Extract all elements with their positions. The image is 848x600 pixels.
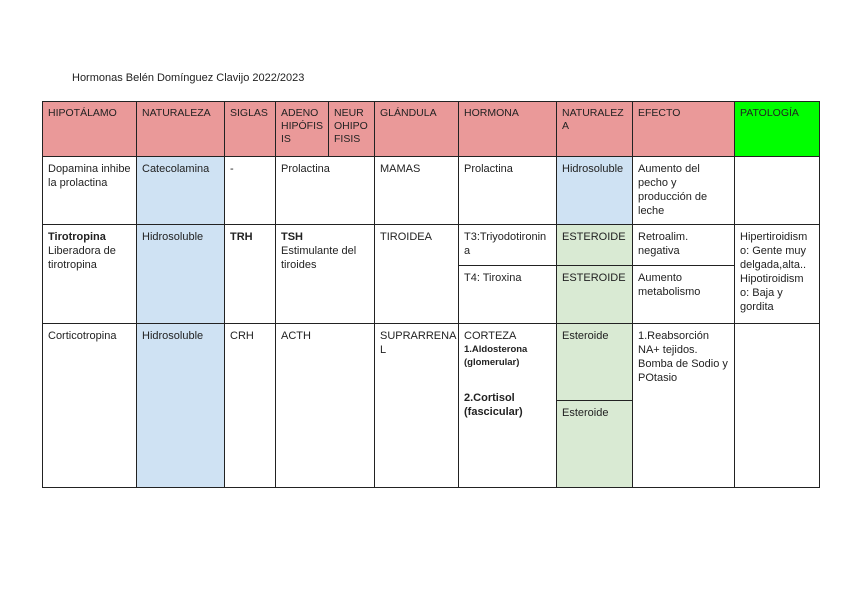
cell-glandula: SUPRARRENA L — [374, 323, 459, 488]
hormone-group: CORTEZA — [464, 330, 517, 342]
cell-patologia: Hipertiroidism o: Gente muy delgada,alta.. Hipotiroidism o: Baja y gordita — [734, 224, 820, 324]
hormone-aldosterona: 1.Aldosterona (glomerular) — [464, 344, 528, 368]
cell-hormona: Prolactina — [458, 156, 557, 225]
header-neurohipofisis: NEUR OHIPO FISIS — [328, 101, 375, 157]
cell-hipofisis: ACTH — [275, 323, 375, 488]
header-glandula: GLÁNDULA — [374, 101, 459, 157]
cell-patologia — [734, 323, 820, 488]
cell-naturaleza: Hidrosoluble — [136, 323, 225, 488]
cell-siglas: TRH — [224, 224, 276, 324]
cell-hipotalamo — [42, 224, 137, 324]
header-hormona: HORMONA — [458, 101, 557, 157]
cell-naturaleza: Hidrosoluble — [136, 224, 225, 324]
cell-naturaleza-2: ESTEROIDE — [556, 224, 633, 266]
hormone-name: TSH — [281, 231, 303, 243]
header-adenohipofisis: ADENO HIPÓFIS IS — [275, 101, 329, 157]
header-naturaleza: NATURALEZA — [136, 101, 225, 157]
header-patologia: PATOLOGÍA — [734, 101, 820, 157]
cell-hipotalamo: Corticotropina — [42, 323, 137, 488]
header-siglas: SIGLAS — [224, 101, 276, 157]
cell-hipotalamo: Dopamina inhibe la prolactina — [42, 156, 137, 225]
hormone-name: Tirotropina — [48, 231, 106, 243]
cell-efecto: 1.Reabsorción NA+ tejidos. Bomba de Sodio y POtasio — [632, 323, 735, 488]
cell-naturaleza-2: Hidrosoluble — [556, 156, 633, 225]
cell-hipofisis — [275, 224, 375, 324]
cell-efecto: Aumento metabolismo — [632, 265, 735, 324]
cell-siglas: - — [224, 156, 276, 225]
cell-hormona: T3:Triyodotironin a — [458, 224, 557, 266]
cell-glandula: MAMAS — [374, 156, 459, 225]
hormone-description: Estimulante del tiroides — [281, 245, 357, 271]
cell-efecto: Aumento del pecho y producción de leche — [632, 156, 735, 225]
cell-naturaleza-2: Esteroide — [556, 323, 633, 401]
header-efecto: EFECTO — [632, 101, 735, 157]
cell-naturaleza-2: Esteroide — [556, 400, 633, 488]
cell-efecto: Retroalim. negativa — [632, 224, 735, 266]
cell-patologia — [734, 156, 820, 225]
cell-glandula: TIROIDEA — [374, 224, 459, 324]
cell-naturaleza-2: ESTEROIDE — [556, 265, 633, 324]
hormone-cortisol: 2.Cortisol (fascicular) — [464, 392, 523, 418]
header-hipotalamo: HIPOTÁLAMO — [42, 101, 137, 157]
cell-hormona — [458, 323, 557, 488]
cell-naturaleza: Catecolamina — [136, 156, 225, 225]
hormone-description: Liberadora de tirotropina — [48, 245, 116, 271]
cell-hormona: T4: Tiroxina — [458, 265, 557, 324]
cell-hipofisis: Prolactina — [275, 156, 375, 225]
header-naturaleza-2: NATURALEZ A — [556, 101, 633, 157]
document-title: Hormonas Belén Domínguez Clavijo 2022/2023 — [72, 72, 305, 84]
cell-siglas: CRH — [224, 323, 276, 488]
